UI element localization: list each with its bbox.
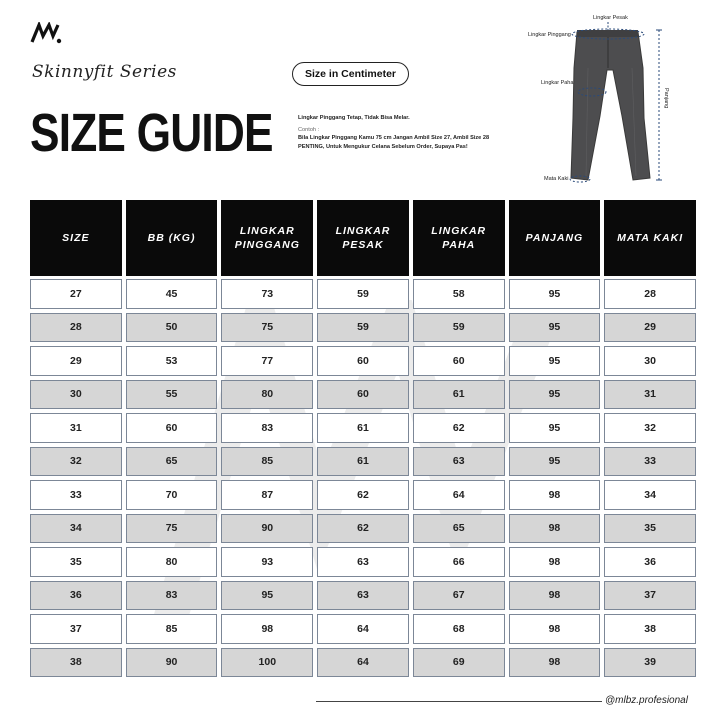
table-cell: 39	[604, 648, 696, 678]
table-cell: 95	[509, 380, 601, 410]
label-paha: Lingkar Paha	[541, 80, 574, 86]
table-cell: 75	[126, 514, 218, 544]
table-cell: 67	[413, 581, 505, 611]
label-panjang: Panjang	[663, 88, 669, 109]
table-cell: 31	[30, 413, 122, 443]
table-cell: 27	[30, 279, 122, 309]
table-cell: 95	[509, 447, 601, 477]
table-cell: 64	[317, 614, 409, 644]
table-cell: 31	[604, 380, 696, 410]
table-cell: 28	[604, 279, 696, 309]
table-cell: 37	[604, 581, 696, 611]
table-cell: 100	[221, 648, 313, 678]
table-row	[30, 480, 696, 510]
table-cell: 29	[604, 313, 696, 343]
header-crotch: LINGKAR PESAK	[317, 200, 409, 276]
table-cell: 60	[126, 413, 218, 443]
header-size: SIZE	[30, 200, 122, 276]
table-cell: 98	[221, 614, 313, 644]
note-line: Bila Lingkar Pinggang Kamu 75 cm Jangan Ambil Size 27, Ambil Size 28	[298, 135, 490, 142]
label-mata-kaki: Mata Kaki	[544, 176, 569, 182]
table-cell: 37	[30, 614, 122, 644]
table-row	[30, 581, 696, 611]
label-pinggang: Lingkar Pinggang	[528, 32, 571, 38]
table-cell: 70	[126, 480, 218, 510]
table-cell: 32	[604, 413, 696, 443]
table-cell: 59	[317, 313, 409, 343]
table-cell: 63	[413, 447, 505, 477]
table-cell: 68	[413, 614, 505, 644]
table-cell: 85	[221, 447, 313, 477]
table-cell: 29	[30, 346, 122, 376]
table-cell: 34	[30, 514, 122, 544]
table-cell: 95	[221, 581, 313, 611]
table-cell: 35	[30, 547, 122, 577]
table-cell: 59	[317, 279, 409, 309]
table-cell: 98	[509, 581, 601, 611]
table-row	[30, 346, 696, 376]
unit-badge: Size in Centimeter	[292, 62, 409, 86]
label-pesak: Lingkar Pesak	[593, 15, 628, 21]
size-table	[30, 200, 696, 681]
table-cell: 62	[317, 480, 409, 510]
table-cell: 65	[126, 447, 218, 477]
table-cell: 36	[30, 581, 122, 611]
table-cell: 61	[317, 413, 409, 443]
table-cell: 80	[221, 380, 313, 410]
table-cell: 60	[413, 346, 505, 376]
table-cell: 98	[509, 514, 601, 544]
trousers-diagram	[520, 8, 700, 188]
table-cell: 58	[413, 279, 505, 309]
series-name: Skinnyfit Series	[32, 62, 177, 82]
table-cell: 66	[413, 547, 505, 577]
table-row	[30, 648, 696, 678]
table-cell: 62	[317, 514, 409, 544]
table-cell: 32	[30, 447, 122, 477]
table-body	[30, 279, 696, 677]
table-cell: 64	[317, 648, 409, 678]
table-cell: 83	[126, 581, 218, 611]
table-cell: 98	[509, 547, 601, 577]
table-cell: 62	[413, 413, 505, 443]
table-cell: 95	[509, 346, 601, 376]
table-cell: 98	[509, 614, 601, 644]
table-row	[30, 447, 696, 477]
table-cell: 33	[604, 447, 696, 477]
table-cell: 53	[126, 346, 218, 376]
table-row	[30, 547, 696, 577]
header-weight: BB (KG)	[126, 200, 218, 276]
note-line: Contoh :	[298, 126, 320, 133]
header-length: PANJANG	[509, 200, 601, 276]
header-waist: LINGKAR PINGGANG	[221, 200, 313, 276]
table-cell: 95	[509, 413, 601, 443]
brand-logo-icon	[30, 22, 62, 44]
table-cell: 50	[126, 313, 218, 343]
table-cell: 36	[604, 547, 696, 577]
table-cell: 30	[604, 346, 696, 376]
table-cell: 83	[221, 413, 313, 443]
table-cell: 65	[413, 514, 505, 544]
table-cell: 61	[413, 380, 505, 410]
table-cell: 33	[30, 480, 122, 510]
table-row	[30, 413, 696, 443]
social-handle: @mlbz.profesional	[605, 695, 688, 706]
page-title: SIZE GUIDE	[30, 103, 273, 163]
table-cell: 30	[30, 380, 122, 410]
table-cell: 80	[126, 547, 218, 577]
table-cell: 98	[509, 480, 601, 510]
header-thigh: LINGKAR PAHA	[413, 200, 505, 276]
table-cell: 63	[317, 547, 409, 577]
table-cell: 98	[509, 648, 601, 678]
table-cell: 35	[604, 514, 696, 544]
table-cell: 77	[221, 346, 313, 376]
table-cell: 59	[413, 313, 505, 343]
table-cell: 55	[126, 380, 218, 410]
table-cell: 63	[317, 581, 409, 611]
table-cell: 73	[221, 279, 313, 309]
table-cell: 34	[604, 480, 696, 510]
table-cell: 85	[126, 614, 218, 644]
table-cell: 75	[221, 313, 313, 343]
table-cell: 90	[126, 648, 218, 678]
table-cell: 95	[509, 313, 601, 343]
table-cell: 60	[317, 346, 409, 376]
table-cell: 60	[317, 380, 409, 410]
table-cell: 61	[317, 447, 409, 477]
table-cell: 45	[126, 279, 218, 309]
note-line: PENTING, Untuk Mengukur Celana Sebelum Order, Supaya Pas!	[298, 143, 468, 150]
header-ankle: MATA KAKI	[604, 200, 696, 276]
table-row	[30, 614, 696, 644]
note-line: Lingkar Pinggang Tetap, Tidak Bisa Melar.	[298, 115, 410, 121]
table-cell: 69	[413, 648, 505, 678]
table-cell: 93	[221, 547, 313, 577]
table-cell: 38	[30, 648, 122, 678]
table-cell: 87	[221, 480, 313, 510]
size-notes	[298, 114, 518, 152]
table-cell: 28	[30, 313, 122, 343]
table-row	[30, 514, 696, 544]
table-row	[30, 313, 696, 343]
table-row	[30, 380, 696, 410]
table-row	[30, 279, 696, 309]
table-cell: 95	[509, 279, 601, 309]
table-cell: 64	[413, 480, 505, 510]
footer-divider	[316, 701, 602, 702]
table-cell: 90	[221, 514, 313, 544]
table-header	[30, 200, 696, 276]
table-cell: 38	[604, 614, 696, 644]
